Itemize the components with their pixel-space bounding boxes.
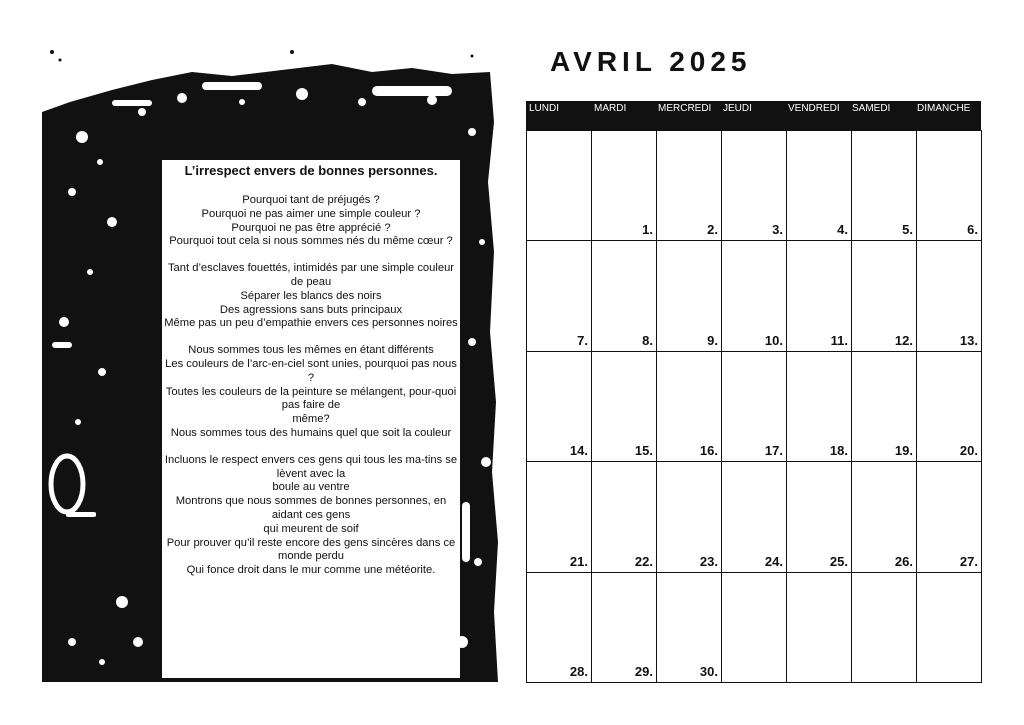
poem-stanza: [162, 344, 460, 441]
dayname-wednesday: MERCREDI: [658, 103, 712, 114]
calendar-day-number: 5.: [902, 222, 913, 238]
dayname-sunday: DIMANCHE: [917, 103, 971, 114]
calendar-day-cell: [786, 351, 852, 462]
dayname-tuesday: MARDI: [594, 103, 627, 114]
poem-body: [162, 194, 460, 591]
calendar-day-cell: [916, 572, 982, 683]
calendar-day-cell: [851, 351, 917, 462]
poem-title: L’irrespect envers de bonnes personnes.: [184, 163, 438, 178]
poem-line: Pourquoi ne pas être apprécié ?: [231, 221, 391, 234]
calendar-grid: [526, 130, 981, 682]
calendar-day-cell: [916, 351, 982, 462]
calendar-day-number: 3.: [772, 222, 783, 238]
poem-line: Tant d’esclaves fouettés, intimidés par une simple couleur de peau: [167, 262, 455, 288]
calendar-day-number: 1.: [642, 222, 653, 238]
dayname-monday: LUNDI: [529, 103, 560, 114]
dayname-saturday: SAMEDI: [852, 103, 891, 114]
calendar-day-number: 6.: [967, 222, 978, 238]
calendar-day-number: 4.: [837, 222, 848, 238]
calendar-day-number: 12.: [894, 332, 913, 348]
calendar-day-cell: [656, 572, 722, 683]
calendar-day-cell: [916, 130, 982, 241]
calendar-day-cell: [526, 130, 592, 241]
calendar-day-number: 7.: [577, 332, 588, 348]
calendar-day-cell: [851, 572, 917, 683]
poem-line: boule au ventre: [272, 481, 350, 494]
calendar-day-number: 18.: [829, 443, 848, 459]
poem-line: Les couleurs de l’arc-en-ciel sont unies, pourquoi pas nous ?: [165, 357, 457, 384]
calendar-day-number: 30.: [699, 663, 718, 679]
poem-line: Toutes les couleurs de la peinture se mélangent, pour-quoi pas faire de: [165, 385, 457, 412]
calendar-header: [526, 101, 981, 130]
calendar-day-cell: [721, 351, 787, 462]
calendar-day-cell: [721, 572, 787, 683]
linocut-artwork: [42, 42, 500, 682]
calendar-title: AVRIL 2025: [550, 46, 752, 77]
poem-line: qui meurent de soif: [263, 522, 359, 535]
calendar-day-number: 16.: [699, 443, 718, 459]
calendar-day-number: 22.: [634, 553, 653, 569]
poem-stanza: [162, 194, 460, 249]
calendar-day-cell: [916, 240, 982, 351]
calendar-day-cell: [656, 240, 722, 351]
poem-line: Nous sommes tous des humains quel que soit la couleur: [170, 426, 452, 439]
calendar-day-number: 28.: [569, 663, 588, 679]
dayname-thursday: JEUDI: [723, 103, 752, 114]
calendar-day-number: 20.: [959, 443, 978, 459]
calendar-day-cell: [916, 461, 982, 572]
poem-stanza: [162, 262, 460, 331]
calendar-day-number: 19.: [894, 443, 913, 459]
calendar-day-number: 11.: [830, 332, 848, 348]
calendar-day-cell: [591, 461, 657, 572]
calendar-day-number: 24.: [764, 553, 783, 569]
poem-line: Incluons le respect envers ces gens qui tous les ma-tins se lèvent avec la: [164, 453, 458, 480]
calendar-day-cell: [656, 461, 722, 572]
calendar-day-number: 23.: [699, 553, 718, 569]
calendar-day-cell: [786, 461, 852, 572]
calendar-day-cell: [721, 130, 787, 241]
calendar-day-cell: [851, 240, 917, 351]
poem-line: Qui fonce droit dans le mur comme une météorite.: [186, 564, 436, 577]
calendar-day-number: 26.: [894, 553, 913, 569]
poem-line: Pourquoi tout cela si nous sommes nés du même cœur ?: [169, 235, 453, 248]
calendar-day-cell: [721, 240, 787, 351]
calendar-day-cell: [786, 130, 852, 241]
poem-line: Séparer les blancs des noirs: [240, 289, 382, 302]
poem-line: Des agressions sans buts principaux: [219, 303, 403, 316]
calendar-day-cell: [526, 351, 592, 462]
calendar-day-cell: [786, 572, 852, 683]
calendar-day-cell: [591, 130, 657, 241]
calendar-day-number: 25.: [829, 553, 848, 569]
poem-line: même?: [292, 413, 330, 426]
poem-line: Pourquoi tant de préjugés ?: [242, 194, 380, 206]
calendar-day-number: 29.: [634, 663, 653, 679]
poem-line: Pourquoi ne pas aimer une simple couleur ?: [201, 207, 421, 220]
calendar-day-cell: [851, 130, 917, 241]
poem-line: Nous sommes tous les mêmes en étant différents: [188, 344, 434, 357]
poem-line: Montrons que nous sommes de bonnes personnes, en aidant ces gens: [175, 495, 447, 521]
calendar-day-cell: [656, 351, 722, 462]
calendar-day-cell: [851, 461, 917, 572]
poem-stanza: [162, 454, 460, 578]
poem-line: Même pas un peu d’empathie envers ces personnes noires: [164, 317, 458, 330]
calendar-day-cell: [591, 572, 657, 683]
calendar-day-cell: [526, 461, 592, 572]
calendar-day-cell: [526, 240, 592, 351]
calendar-day-cell: [526, 572, 592, 683]
calendar-day-cell: [591, 351, 657, 462]
calendar-day-number: 17.: [764, 443, 783, 459]
poem-line: Pour prouver qu’il reste encore des gens sincères dans ce monde perdu: [166, 536, 456, 563]
calendar-day-cell: [786, 240, 852, 351]
calendar-day-number: 10.: [764, 332, 783, 348]
calendar-day-number: 14.: [569, 443, 588, 459]
calendar-day-cell: [591, 240, 657, 351]
calendar-day-number: 8.: [642, 332, 653, 348]
dayname-friday: VENDREDI: [788, 103, 840, 114]
calendar-day-number: 9.: [707, 332, 718, 348]
calendar-day-number: 2.: [707, 222, 718, 238]
calendar-day-cell: [721, 461, 787, 572]
calendar-day-cell: [656, 130, 722, 241]
calendar-day-number: 13.: [959, 332, 978, 348]
calendar-day-number: 15.: [634, 443, 653, 459]
calendar-day-number: 21.: [569, 553, 588, 569]
calendar-day-number: 27.: [959, 553, 978, 569]
poem-panel: [162, 160, 460, 678]
